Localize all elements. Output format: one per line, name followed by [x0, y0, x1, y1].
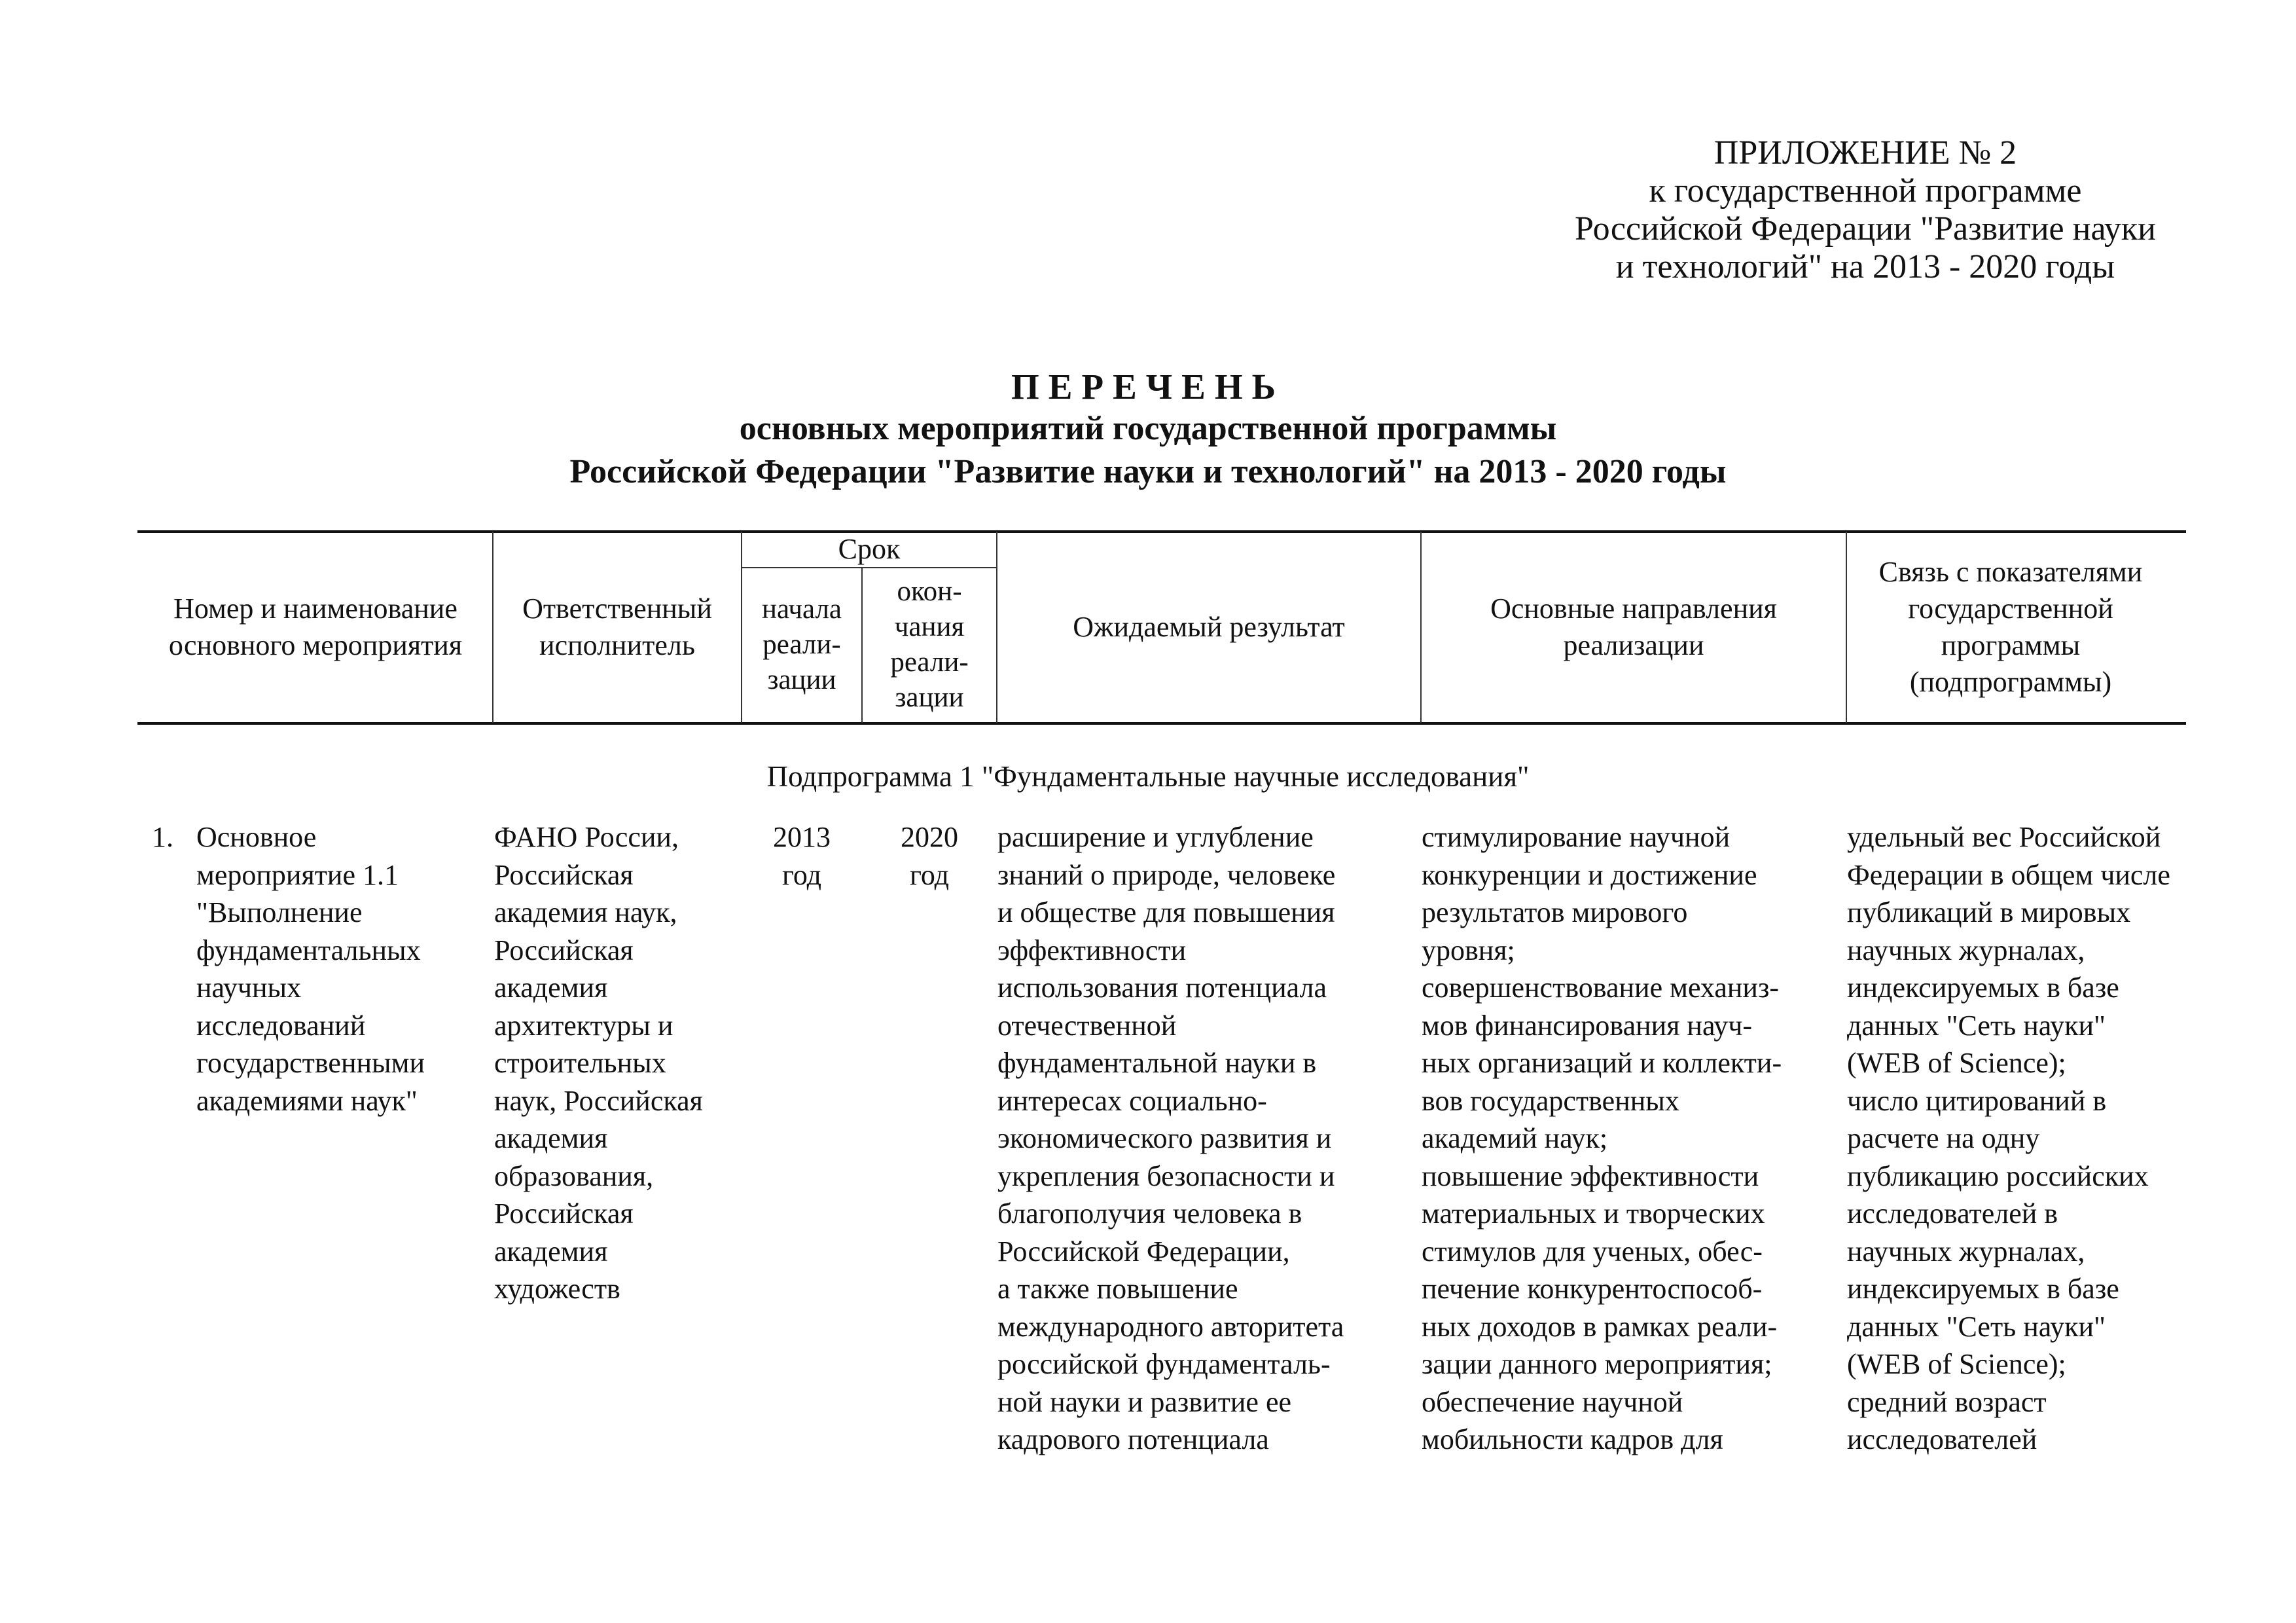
- appendix-line: к государственной программе: [1649, 172, 2082, 210]
- header-executor: Ответственный исполнитель: [522, 593, 712, 661]
- appendix-line: ПРИЛОЖЕНИЕ № 2: [1713, 134, 2017, 172]
- header-end: окон- чания реали- зации: [890, 576, 969, 713]
- executor-cell: ФАНО России, Российская академия наук, Российская академия архитектуры и строительных наук, Российская академия образования, Российская академия художеств: [494, 821, 703, 1305]
- appendix-line: и технологий" на 2013 - 2020 годы: [1615, 248, 2115, 285]
- title-subtitle-line: Российской Федерации "Развитие науки и технологий" на 2013 - 2020 годы: [569, 453, 1727, 490]
- header-srok: Срок: [838, 533, 901, 565]
- appendix-line: Российской Федерации "Развитие науки: [1575, 210, 2156, 247]
- title-subtitle-line: основных мероприятий государственной программы: [739, 410, 1557, 447]
- header-indicators: Связь с показателями государственной программы (подпрограммы): [1878, 556, 2143, 698]
- appendix-heading: [1473, 134, 2258, 286]
- indicators-cell: удельный вес Российской Федерации в общем числе публикаций в мировых научных журналах, индексируемых в базе данных "Сеть науки" (WEB of Science); число цитирований в расчете на одну публикацию российских исследователей в научных журналах, индексируемых в базе данных "Сеть науки" (WEB of Science); средний возраст исследователей: [1847, 821, 2170, 1455]
- expected-result-cell: расширение и углубление знаний о природе, человеке и обществе для повышения эффективности использования потенциала отечественной фундаментальной науки в интересах социально- экономического развития и укрепления безопасности и благополучия человека в Российской Федерации, а также повышение международного авторитета российской фундаменталь- ной науки и развитие ее кадрового потенциала: [997, 821, 1344, 1455]
- header-directions: Основные направления реализации: [1490, 593, 1777, 661]
- subprogram-heading: Подпрограмма 1 "Фундаментальные научные исследования": [766, 760, 1530, 793]
- end-year-cell: 2020 год: [901, 821, 958, 891]
- header-result: Ожидаемый результат: [1073, 611, 1345, 643]
- directions-cell: стимулирование научной конкуренции и достижение результатов мирового уровня; совершенствование механиз- мов финансирования науч- ных организаций и коллекти- вов государственных академий наук; повышение эффективности материальных и творческих стимулов для ученых, обес- печение конкурентоспособ- ных доходов в рамках реали- зации данного мероприятия; обеспечение научной мобильности кадров для: [1422, 821, 1782, 1455]
- title-main: ПЕРЕЧЕНЬ: [1011, 367, 1285, 407]
- start-year-cell: 2013 год: [773, 821, 831, 891]
- activity-name-cell: Основное мероприятие 1.1 "Выполнение фундаментальных научных исследований государственными академиями наук": [196, 821, 425, 1117]
- table-header-bottom-rule: [137, 722, 2186, 725]
- header-activity: Номер и наименование основного мероприятия: [168, 593, 463, 661]
- document-title: [0, 367, 2296, 494]
- row-number: 1.: [152, 821, 173, 853]
- header-start: начала реали- зации: [761, 594, 842, 695]
